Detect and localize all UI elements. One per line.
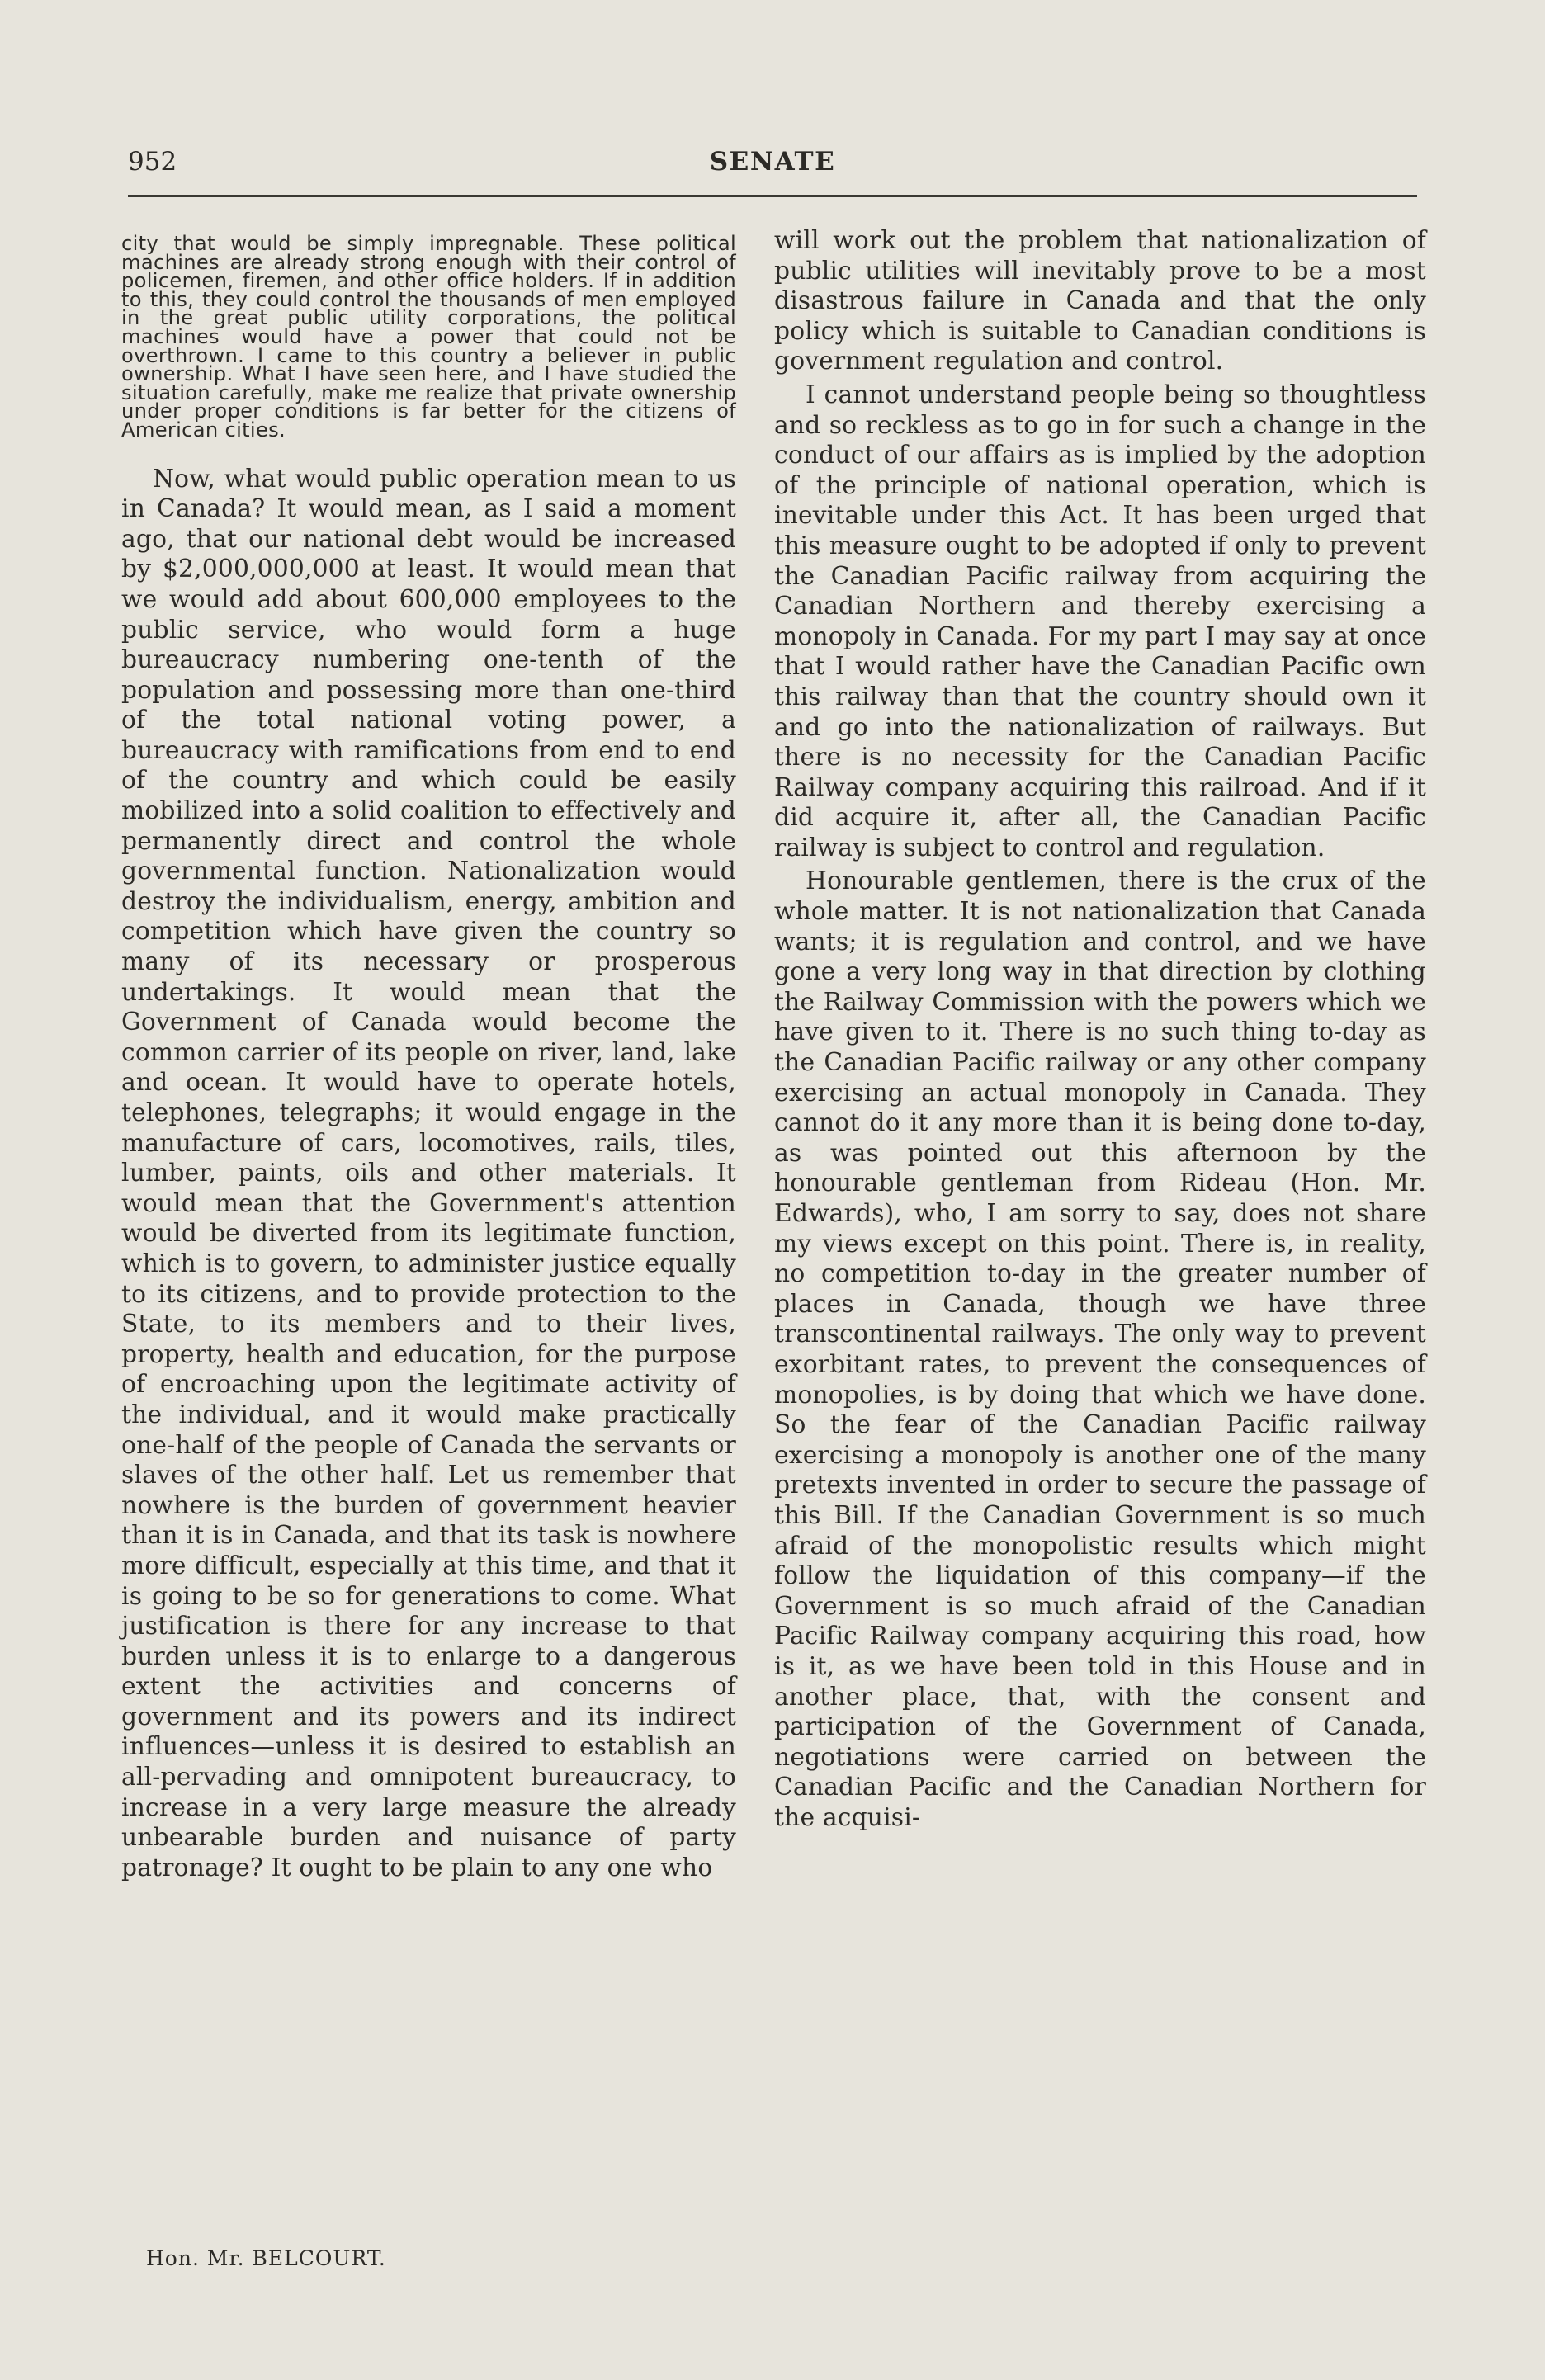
body-paragraph: Honourable gentlemen, there is the crux of the whole matter. It is not nationalization that Canada wants; it is regulation and control, and we have gone a very long way in that direction by clothing the Railway Commission with the powers which we have given to it. There is no such thing to-day as the Canadian Pacific railway or any other company exercising an actual monopoly in Canada. They cannot do it any more than it is being done to-day, as was pointed out this afternoon by the honourable gentleman from Rideau (Hon. Mr. Edwards), who, I am sorry to say, does not share my views except on this point. There is, in reality, no competition to-day in the greater number of places in Canada, though we have three transcontinental railways. The only way to prevent exorbitant rates, to prevent the consequences of monopolies, is by doing that which we have done. So the fear of the Canadian Pacific railway exercising a monopoly is another one of the many pretexts invented in order to secure the passage of this Bill. If the Canadian Government is so much afraid of the monopolistic results which might follow the liquidation of this company—if the Government is so much afraid of the Canadian Pacific Railway company acquiring this road, how is it, as we have been told in this House and in another place, that, with the consent and participation of the Government of Canada, negotiations were carried on between the Canadian Pacific and the Canadian Northern for the acquisi- <box>774 867 1426 1832</box>
body-paragraph: Now, what would public operation mean to us in Canada? It would mean, as I said a moment ago, that our national debt would be increased by $2,000,000,000 at least. It would mean that we would add about 600,000 employees to the public service, who would form a huge bureaucracy numbering one-tenth of the population and possessing more than one-third of the total national voting power, a bureaucracy with ramifications from end to end of the country and which could be easily mobilized into a solid coalition to effectively and permanently direct and control the whole governmental function. Nationalization would destroy the individualism, energy, ambition and competition which have given the country so many of its necessary or prosperous undertakings. It would mean that the Government of Canada would become the common carrier of its people on river, land, lake and ocean. It would have to operate hotels, telephones, telegraphs; it would engage in the manufacture of cars, locomotives, rails, tiles, lumber, paints, oils and other materials. It would mean that the Government's attention would be diverted from its legitimate function, which is to govern, to administer justice equally to its citizens, and to provide protection to the State, to its members and to their lives, property, health and education, for the purpose of encroaching upon the legitimate activity of the individual, and it would make practically one-half of the people of Canada the servants or slaves of the other half. Let us remember that nowhere is the burden of government heavier than it is in Canada, and that its task is nowhere more difficult, especially at this time, and that it is going to be so for generations to come. What justification is there for any increase to that burden unless it is to enlarge to a dangerous extent the activities and concerns of government and its powers and its indirect influences—unless it is desired to establish an all-pervading and omnipotent bureaucracy, to increase in a very large measure the already unbearable burden and nuisance of party patronage? It ought to be plain to any one who <box>121 464 736 1882</box>
page-number: 952 <box>128 147 177 177</box>
header-rule-right <box>1102 195 1417 197</box>
speaker-footer: Hon. Mr. BELCOURT. <box>146 2246 386 2270</box>
running-title: SENATE <box>709 147 836 177</box>
body-paragraph: I cannot understand people being so thoughtless and so reckless as to go in for such a change in the conduct of our affairs as is implied by the adoption of the principle of national operation, which is inevitable under this Act. It has been urged that this measure ought to be adopted if only to prevent the Canadian Pacific railway from acquiring the Canadian Northern and thereby exercising a monopoly in Canada. For my part I may say at once that I would rather have the Canadian Pacific own this railway than that the country should own it and go into the nationalization of railways. But there is no necessity for the Canadian Pacific Railway company acquiring this railroad. And if it did acquire it, after all, the Canadian Pacific railway is subject to control and regulation. <box>774 380 1426 862</box>
page-header <box>128 147 1417 183</box>
header-rule-left <box>128 195 1102 197</box>
body-paragraph: will work out the problem that nationalization of public utilities will inevitably prove to be a most disastrous failure in Canada and that the only policy which is suitable to Canadian conditions is government regulation and control. <box>774 226 1426 376</box>
right-column <box>774 216 1426 1833</box>
left-column <box>121 216 736 1883</box>
quoted-small-paragraph: city that would be simply impregnable. These political machines are already strong enough with their control of policemen, firemen, and other office holders. If in addition to this, they could control the thousands of men employed in the great public utility corporations, the political machines would have a power that could not be overthrown. I came to this country a believer in public ownership. What I have seen here, and I have studied the situation carefully, make me realize that private ownership under proper conditions is far better for the citizens of American cities. <box>121 232 736 442</box>
